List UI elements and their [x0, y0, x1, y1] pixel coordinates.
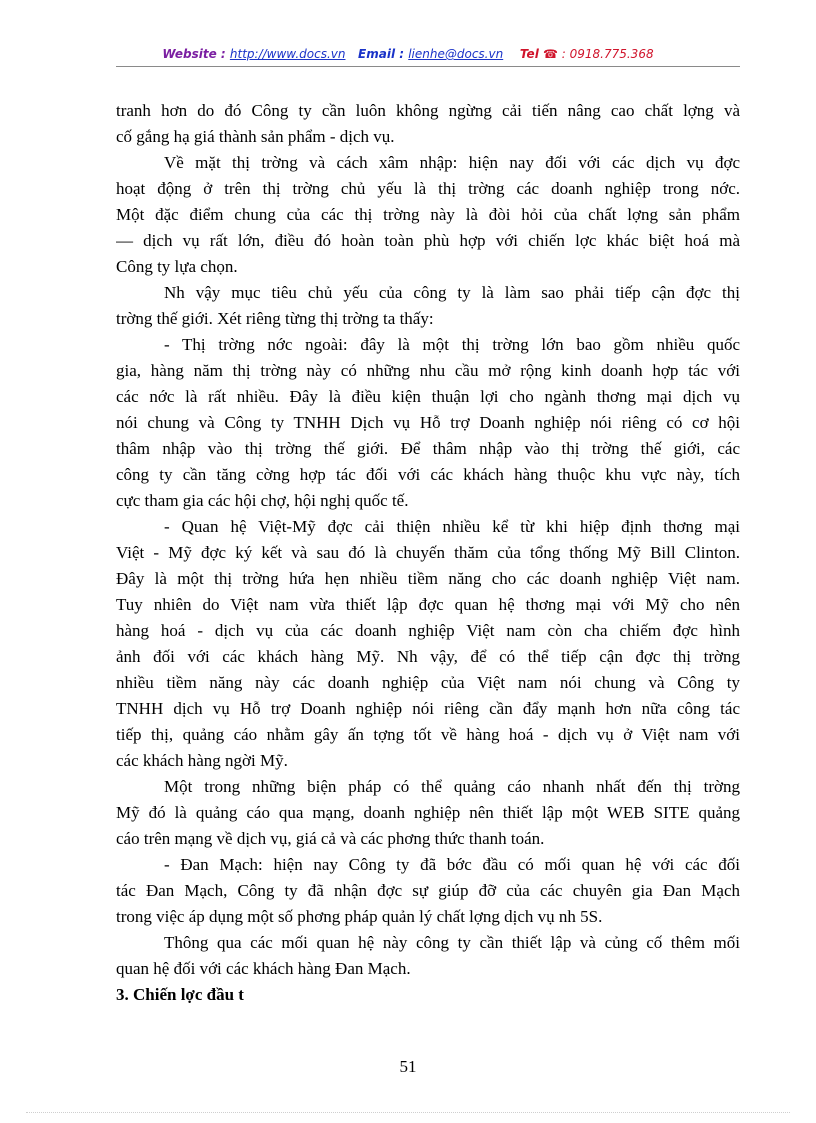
text-line: hoạt động ở trên thị trờng chủ yếu là thị trờng các doanh nghiệp trong nớc. — [116, 179, 740, 198]
footer-divider — [26, 1112, 790, 1113]
text-line: ảnh đối với các khách hàng Mỹ. Nh vậy, để có thể tiếp cận đợc thị trờng — [116, 647, 740, 666]
header-separator: : — [216, 47, 230, 61]
text-line: hàng hoá - dịch vụ của các doanh nghiệp Việt nam còn cha chiếm đợc hình — [116, 621, 740, 640]
text-line: quan hệ đối với các khách hàng Đan Mạch. — [116, 959, 411, 978]
email-label: Email — [358, 47, 396, 61]
section-heading: 3. Chiến lợc đầu t — [116, 985, 244, 1004]
text-line: cố gắng hạ giá thành sản phẩm - dịch vụ. — [116, 127, 395, 146]
text-line: TNHH dịch vụ Hỗ trợ Doanh nghiệp nói riêng cần đẩy mạnh hơn nữa công tác — [116, 699, 740, 718]
header-separator: : — [395, 47, 409, 61]
text-line: — dịch vụ rất lớn, điều đó hoàn toàn phù hợp với chiến lợc khác biệt hoá mà — [116, 231, 740, 250]
text-line: tiếp thị, quảng cáo nhằm gây ấn tợng tốt về hàng hoá - dịch vụ ở Việt nam với — [116, 725, 740, 744]
page-number: 51 — [399, 1057, 417, 1076]
text-line: Một trong những biện pháp có thể quảng cáo nhanh nhất đến thị trờng — [164, 777, 740, 796]
text-line: các nớc là rất nhiều. Đây là điều kiện thuận lợi cho ngành thơng mại dịch vụ — [116, 387, 740, 406]
text-line: Việt - Mỹ đợc ký kết và sau đó là chuyến thăm của tổng thống Mỹ Bill Clinton. — [116, 543, 740, 562]
email-link[interactable]: lienhe@docs.vn — [408, 47, 504, 61]
text-line: - Quan hệ Việt-Mỹ đợc cải thiện nhiều kể từ khi hiệp định thơng mại — [164, 517, 740, 536]
website-link[interactable]: http://www.docs.vn — [229, 47, 346, 61]
text-line: công ty cần tăng cờng hợp tác đối với các khách hàng thuộc khu vực này, tích — [116, 465, 740, 484]
text-line: Công ty lựa chọn. — [116, 257, 238, 276]
text-line: - Thị trờng nớc ngoài: đây là một thị trờng lớn bao gồm nhiều quốc — [164, 335, 740, 354]
text-line: tác Đan Mạch, Công ty đã nhận đợc sự giúp đỡ của các chuyên gia Đan Mạch — [116, 881, 740, 900]
text-line: gia, hàng năm thị trờng này có những nhu cầu mở rộng kinh doanh hợp tác với — [116, 361, 740, 380]
text-line: nhiều tiềm năng này các doanh nghiệp của Việt nam nói chung và Công ty — [116, 673, 740, 692]
page-header — [0, 47, 816, 61]
text-line: Về mặt thị trờng và cách xâm nhập: hiện nay đối với các dịch vụ đợc — [164, 153, 740, 172]
text-line: - Đan Mạch: hiện nay Công ty đã bớc đầu có mối quan hệ với các đối — [164, 855, 740, 874]
text-line: thâm nhập vào thị trờng thế giới. Để thâm nhập vào thị trờng thế giới, các — [116, 439, 740, 458]
header-divider — [116, 66, 740, 67]
text-line: các khách hàng ngời Mỹ. — [116, 751, 288, 770]
body-text — [116, 98, 740, 1008]
text-line: cáo trên mạng về dịch vụ, giá cả và các phơng thức thanh toán. — [116, 829, 545, 848]
text-line: Một đặc điểm chung của các thị trờng này là đòi hỏi của chất lợng sản phẩm — [116, 205, 740, 224]
text-line: cực tham gia các hội chợ, hội nghị quốc tế. — [116, 491, 409, 510]
text-line: trong việc áp dụng một số phơng pháp quản lý chất lợng dịch vụ nh 5S. — [116, 907, 603, 926]
text-line: Nh vậy mục tiêu chủ yếu của công ty là làm sao phải tiếp cận đợc thị — [164, 283, 740, 302]
text-line: Tuy nhiên do Việt nam vừa thiết lập đợc quan hệ thơng mại với Mỹ cho nên — [116, 595, 740, 614]
tel-label: Tel ☎ — [519, 47, 558, 61]
text-line: nói chung và Công ty TNHH Dịch vụ Hỗ trợ Doanh nghiệp nói riêng có cơ hội — [116, 413, 740, 432]
website-label: Website — [162, 47, 217, 61]
text-line: Mỹ đó là quảng cáo qua mạng, doanh nghiệp nên thiết lập một WEB SITE quảng — [116, 803, 740, 822]
text-line: trờng thế giới. Xét riêng từng thị trờng ta thấy: — [116, 309, 434, 328]
text-line: Thông qua các mối quan hệ này công ty cần thiết lập và củng cố thêm mối — [164, 933, 740, 952]
text-line: Đây là một thị trờng hứa hẹn nhiều tiềm năng cho các doanh nghiệp Việt nam. — [116, 569, 740, 588]
tel-number: : 0918.775.368 — [557, 47, 654, 61]
text-line: tranh hơn do đó Công ty cần luôn không ngừng cải tiến nâng cao chất lợng và — [116, 101, 740, 120]
